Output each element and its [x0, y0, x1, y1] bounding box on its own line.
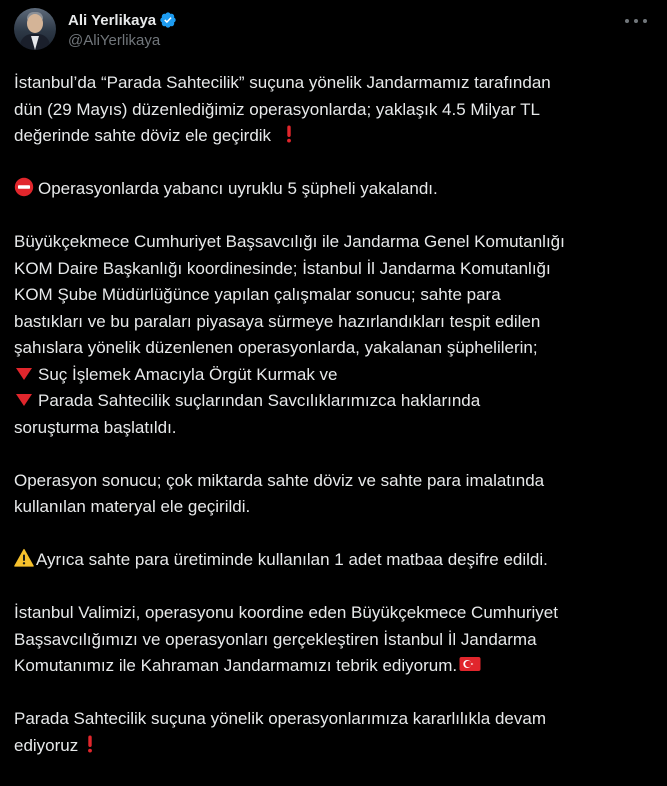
author-handle[interactable]: @AliYerlikaya	[68, 32, 161, 49]
red-exclamation-icon	[279, 124, 299, 144]
paragraph-4	[14, 468, 654, 521]
text-line: İstanbul Valimizi, operasyonu koordine eden Büyükçekmece Cumhuriyet	[14, 603, 558, 622]
author-info	[68, 10, 177, 49]
red-triangle-down-icon	[14, 389, 34, 409]
text-line-with-emoji	[14, 733, 654, 760]
tweet-header	[14, 8, 651, 56]
text-line-with-emoji	[14, 123, 654, 150]
turkey-flag-icon	[459, 654, 481, 674]
red-exclamation-icon	[80, 734, 100, 754]
paragraph-1	[14, 70, 654, 150]
text-line: kullanılan materyal ele geçirildi.	[14, 497, 251, 516]
text-line: ediyoruz	[14, 735, 79, 755]
text-line: bastıkları ve bu paraları piyasaya sürmeye hazırlandıkları tespit edilen	[14, 311, 541, 331]
text-line: Büyükçekmece Cumhuriyet Başsavcılığı ile Jandarma Genel Komutanlığı	[14, 232, 565, 251]
red-triangle-down-icon	[14, 363, 34, 383]
text-line: Ayrıca sahte para üretiminde kullanılan 1 adet matbaa deşifre edildi.	[36, 550, 548, 569]
text-line: dün (29 Mayıs) düzenlediğimiz operasyonlarda; yaklaşık 4.5 Milyar TL	[14, 99, 540, 119]
text-line: değerinde sahte döviz ele geçirdik	[14, 126, 272, 145]
verified-badge-icon	[159, 11, 177, 29]
more-dots-icon[interactable]	[625, 14, 647, 28]
text-line-with-emoji	[14, 362, 654, 389]
text-line: KOM Şube Müdürlüğünce yapılan çalışmalar sonucu; sahte para	[14, 285, 501, 304]
text-line: Operasyonlarda yabancı uyruklu 5 şüpheli yakalandı.	[38, 179, 438, 198]
tweet-text	[14, 70, 654, 786]
text-line-with-emoji	[14, 653, 654, 680]
avatar[interactable]	[14, 8, 56, 50]
text-line-with-emoji	[14, 547, 654, 574]
text-line: Komutanımız ile Kahraman Jandarmamızı tebrik ediyorum.	[14, 656, 458, 675]
text-line: Başsavcılığımızı ve operasyonları gerçekleştiren İstanbul İl Jandarma	[14, 629, 537, 649]
warning-icon	[14, 548, 34, 568]
text-line: İstanbul’da “Parada Sahtecilik” suçuna yönelik Jandarmamız tarafından	[14, 73, 551, 92]
text-line: şahıslara yönelik düzenlenen operasyonlarda, yakalanan şüphelilerin;	[14, 338, 538, 357]
no-entry-icon	[14, 177, 34, 197]
paragraph-5	[14, 547, 654, 574]
text-line: soruşturma başlatıldı.	[14, 417, 177, 437]
text-line: Parada Sahtecilik suçuna yönelik operasyonlarımıza kararlılıkla devam	[14, 709, 546, 728]
paragraph-6	[14, 600, 654, 680]
paragraph-7	[14, 706, 654, 759]
paragraph-3	[14, 229, 654, 441]
author-display-name[interactable]: Ali Yerlikaya	[68, 11, 157, 29]
text-line-with-emoji	[14, 176, 654, 203]
paragraph-2	[14, 176, 654, 203]
text-line: KOM Daire Başkanlığı koordinesinde; İstanbul İl Jandarma Komutanlığı	[14, 258, 551, 278]
text-line: Parada Sahtecilik suçlarından Savcılıklarımızca haklarında	[38, 391, 481, 410]
text-line: Suç İşlemek Amacıyla Örgüt Kurmak ve	[38, 364, 338, 384]
text-line-with-emoji	[14, 388, 654, 415]
text-line: Operasyon sonucu; çok miktarda sahte döviz ve sahte para imalatında	[14, 470, 545, 490]
